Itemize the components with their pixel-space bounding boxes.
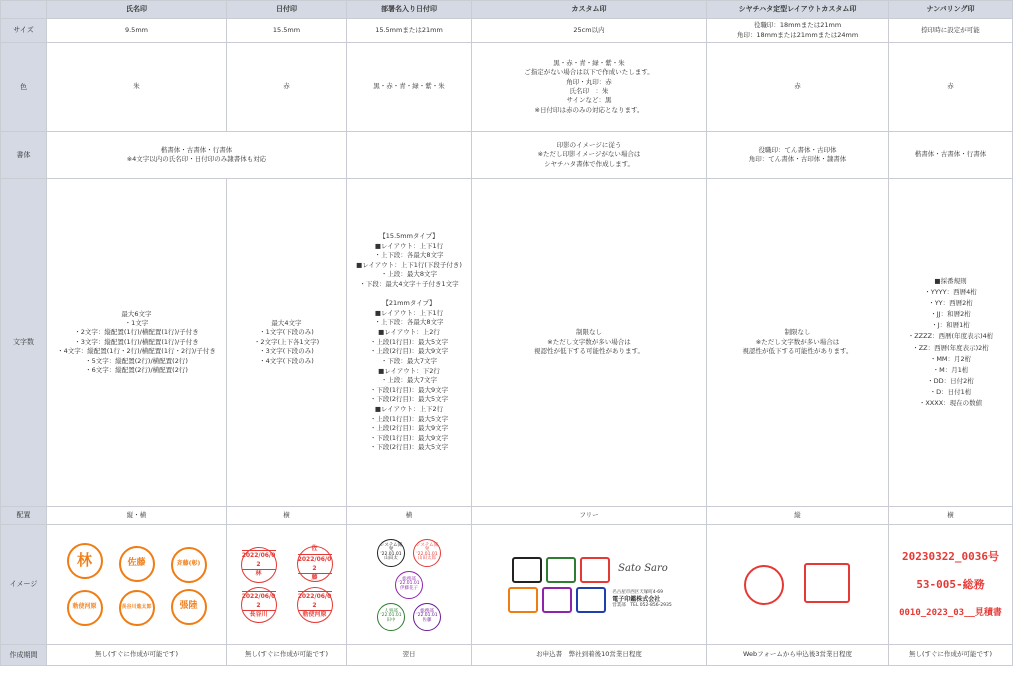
custom-square-stamp-image (576, 587, 606, 613)
cell-image-name (47, 525, 227, 645)
dept-stamp-bottom: 佐藤 (422, 617, 432, 623)
cell-image-custom (472, 525, 707, 645)
cell-font-dept (347, 132, 472, 179)
cell-period-dept: 翌日 (347, 645, 472, 666)
header-numbering-stamp: ナンバリング印 (889, 1, 1013, 19)
cell-size-shachihata: 役職印：18mmまたは21mm 角印：18mmまたは21mmまたは24mm (707, 19, 889, 43)
row-label-image: イメージ (1, 525, 47, 645)
date-stamp-image (297, 546, 333, 582)
date-stamp-date: 2022/06/02 (297, 592, 332, 609)
cell-image-dept (347, 525, 472, 645)
dept-stamp-bottom: 山田太 (384, 556, 398, 561)
dept-stamp-bottom: 山田太郎 (418, 556, 436, 561)
numbering-sample: 20230322_0036号 (901, 549, 1000, 563)
dept-stamp-bottom: 伊藤花子 (400, 585, 418, 591)
cell-layout-date: 横 (227, 507, 347, 525)
cell-color-dept: 黒・赤・青・緑・紫・朱 (347, 43, 472, 132)
cell-period-date: 無し(すぐに作成が可能です) (227, 645, 347, 666)
date-stamp-bottom: 勅使河原 (302, 610, 327, 618)
row-label-size: サイズ (1, 19, 47, 43)
row-label-color: 色 (1, 43, 47, 132)
cell-chars-numbering: ■採番規則 ・YYYY：西暦4桁 ・YY：西暦2桁 ・JJ：和暦2桁 ・J：和暦1桁 ・ZZZZ：西暦(年度表示)4桁 ・ZZ：西暦(年度表示)2桁 ・MM：月2桁 ・M：月1桁 ・DD：日付2桁 ・D：日付1桁 ・XXXX：現在の数値 (889, 179, 1013, 507)
header-dept-date-stamp: 部署名入り日付印 (347, 1, 472, 19)
dept-stamp-date: '22.01.01 (398, 581, 420, 587)
dept-stamp-top: 総務部 (420, 608, 434, 614)
name-stamp-image: 長谷川進太郎 (119, 590, 155, 626)
custom-address-line: 営業部 TEL 052-856-2935 (612, 603, 672, 609)
official-round-stamp-image (744, 565, 784, 605)
custom-square-stamp-image (580, 557, 610, 583)
date-stamp-bottom: 林 (255, 570, 262, 578)
cell-font-numbering: 楷書体・古書体・行書体 (889, 132, 1013, 179)
custom-signature-image: Sato Saro (618, 563, 668, 575)
row-label-layout: 配置 (1, 507, 47, 525)
header-date-stamp: 日付印 (227, 1, 347, 19)
cell-size-numbering: 捺印時に設定が可能 (889, 19, 1013, 43)
row-chars (1, 179, 1013, 507)
dept-stamp-image (413, 539, 441, 567)
dept-stamp-top: システム開発 (415, 542, 439, 552)
dept-stamp-date: '22.01.01 (380, 551, 402, 557)
cell-size-dept: 15.5mmまたは21mm (347, 19, 472, 43)
cell-size-name: 9.5mm (47, 19, 227, 43)
cell-font-custom: 印影のイメージに従う ※ただし印影イメージがない場合は シヤチハタ書体で作成します。 (472, 132, 707, 179)
numbering-sample: 0010_2023_03__見積書 (899, 607, 1002, 618)
cell-chars-date: 最大4文字 ・1文字(下段のみ) ・2文字(上下各1文字) ・3文字(下段のみ) ・4文字(下段のみ) (227, 179, 347, 507)
header-row (1, 1, 1013, 19)
row-period (1, 645, 1013, 666)
dept-stamp-image (377, 539, 405, 567)
cell-layout-shachihata: 縦 (707, 507, 889, 525)
cell-image-numbering (889, 525, 1013, 645)
custom-address-stamp-image (612, 590, 671, 609)
cell-layout-numbering: 横 (889, 507, 1013, 525)
row-label-font: 書体 (1, 132, 47, 179)
dept-stamp-top: システム開発 (379, 542, 403, 552)
row-layout (1, 507, 1013, 525)
cell-period-name: 無し(すぐに作成が可能です) (47, 645, 227, 666)
cell-color-date: 赤 (227, 43, 347, 132)
header-custom-stamp: カスタム印 (472, 1, 707, 19)
cell-image-date (227, 525, 347, 645)
dept-stamp-image (413, 603, 441, 631)
row-color (1, 43, 1013, 132)
name-stamp-image: 斉藤(彰) (171, 547, 207, 583)
row-size (1, 19, 1013, 43)
dept-stamp-top: 総務部 (402, 576, 416, 582)
header-name-stamp: 氏名印 (47, 1, 227, 19)
cell-size-custom: 25cm以内 (472, 19, 707, 43)
date-stamp-image (297, 587, 333, 623)
cell-layout-dept: 横 (347, 507, 472, 525)
official-square-stamp-image (804, 563, 850, 603)
cell-image-shachihata (707, 525, 889, 645)
dept-stamp-date: '22.01.01 (380, 613, 402, 619)
cell-font-shachihata: 役職印：てん書体・古印体 角印：てん書体・古印体・隷書体 (707, 132, 889, 179)
date-stamp-bottom: 長谷川 (249, 610, 268, 618)
row-label-chars: 文字数 (1, 179, 47, 507)
dept-stamp-image (377, 603, 405, 631)
cell-period-shachihata: Webフォームから申込後3営業日程度 (707, 645, 889, 666)
cell-color-name: 朱 (47, 43, 227, 132)
dept-stamp-top: 人事部 (384, 608, 398, 614)
dept-stamp-date: '22.01.01 (416, 551, 438, 557)
date-stamp-image (241, 587, 277, 623)
cell-color-shachihata: 赤 (707, 43, 889, 132)
cell-layout-custom: フリー (472, 507, 707, 525)
dept-stamp-image (395, 571, 423, 599)
dept-stamp-date: '22.01.01 (416, 613, 438, 619)
cell-chars-shachihata: 制限なし ※ただし文字数が多い場合は 視認性が低下する可能性があります。 (707, 179, 889, 507)
name-stamp-image: 林 (67, 543, 103, 579)
date-stamp-bottom: 藤 (311, 574, 318, 581)
cell-color-numbering: 赤 (889, 43, 1013, 132)
cell-font-name-date: 楷書体・古書体・行書体 ※4文字以内の氏名印・日付印のみ隷書体も対応 (47, 132, 347, 179)
custom-square-stamp-image (546, 557, 576, 583)
name-stamp-image: 勅使河原 (67, 590, 103, 626)
row-label-period: 作成期間 (1, 645, 47, 666)
date-stamp-date: 2022/06/02 (241, 552, 276, 569)
name-stamp-image: 佐藤 (119, 546, 155, 582)
cell-color-custom: 黒・赤・青・緑・紫・朱 ご指定がない場合は以下で作成いたします。 角印・丸印：赤 氏名印 ：朱 サインなど：黒 ※日付印は赤のみの対応となります。 (472, 43, 707, 132)
name-stamp-image: 張陸 (171, 589, 207, 625)
date-stamp-top: 佐 (311, 545, 318, 553)
custom-square-stamp-image (542, 587, 572, 613)
row-font (1, 132, 1013, 179)
cell-chars-custom: 制限なし ※ただし文字数が多い場合は 視認性が低下する可能性があります。 (472, 179, 707, 507)
header-shachihata-custom: シヤチハタ定型レイアウトカスタム印 (707, 1, 889, 19)
cell-size-date: 15.5mm (227, 19, 347, 43)
dept-stamp-bottom: 田中 (386, 617, 396, 623)
numbering-sample: 53-005-総務 (916, 577, 985, 591)
custom-square-stamp-image (508, 587, 538, 613)
date-stamp-date: 2022/06/02 (297, 556, 332, 572)
cell-period-custom: お申込書 弊社到着後10営業日程度 (472, 645, 707, 666)
cell-chars-dept: 【15.5mmタイプ】 ■レイアウト：上下1行 ・上下段：各最大8文字 ■レイアウト：上下1行(下段子付き) ・上段：最大8文字 ・下段：最大4文字＋子付き1文字 【21mmタイプ】 ■レイアウト：上下1行 ・上下段：各最大8文字 ■レイアウト：上2行 ・上段(1行目)：最大5文字 ・上段(2行目)：最大9文字 ・下段：最大7文字 ■レイアウト：下2行 ・上段：最大7文字 ・下段(1行目)：最大9文字 ・下段(2行目)：最大5文字 ■レイアウト：上下2行 ・上段(1行目)：最大5文字 ・上段(2行目)：最大9文字 ・下段(1行目)：最大9文字 ・下段(2行目)：最大5文字 (347, 179, 472, 507)
header-corner (1, 1, 47, 19)
date-stamp-date: 2022/06/02 (241, 592, 276, 609)
custom-square-stamp-image (512, 557, 542, 583)
date-stamp-image (241, 547, 277, 583)
cell-chars-name: 最大6文字 ・1文字 ・2文字：縦配置(1行)/横配置(1行)/子付き ・3文字：縦配置(1行)/横配置(1行)/子付き ・4文字：縦配置(1行・2行)/横配置(1行・2行)/子付き ・5文字：縦配置(2行)/横配置(2行) ・6文字：縦配置(2行)/横配置(2行) (47, 179, 227, 507)
cell-layout-name: 縦・横 (47, 507, 227, 525)
custom-address-line: 電子印鑑株式会社 (612, 595, 661, 603)
row-image (1, 525, 1013, 645)
custom-address-line: 名古屋市西区天塚町4-69 (612, 589, 663, 595)
cell-period-numbering: 無し(すぐに作成が可能です) (889, 645, 1013, 666)
